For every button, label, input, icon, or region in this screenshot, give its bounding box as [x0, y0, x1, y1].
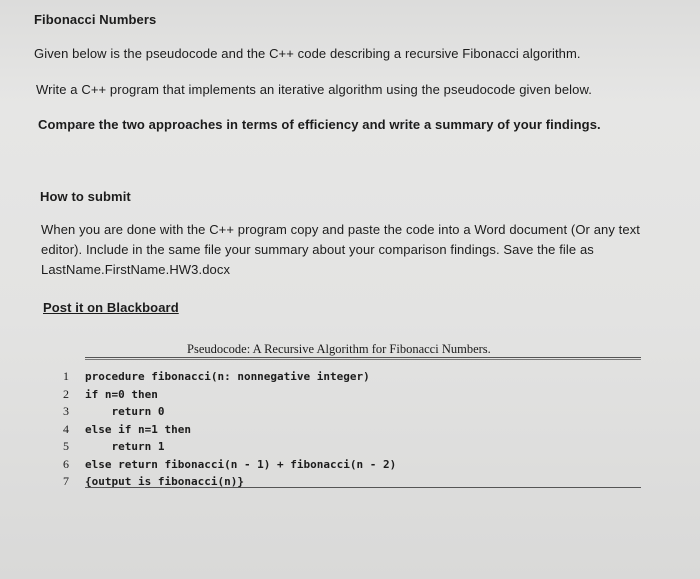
compare-paragraph: Compare the two approaches in terms of efficiency and write a summary of your findings.	[38, 117, 601, 132]
code-line	[63, 421, 396, 439]
task-paragraph: Write a C++ program that implements an iterative algorithm using the pseudocode given below.	[36, 82, 592, 97]
how-to-submit-body: When you are done with the C++ program copy and paste the code into a Word document (Or any text editor). Include in the same file your summary about your comparison findings. Save the file as LastName.FirstName.HW3.docx	[41, 222, 641, 277]
pseudocode-top-rule	[85, 357, 641, 358]
pseudocode-caption: Pseudocode: A Recursive Algorithm for Fibonacci Numbers.	[187, 342, 491, 356]
code-text: return 0	[85, 405, 165, 418]
code-line	[63, 386, 396, 404]
code-line	[63, 368, 396, 386]
line-number: 6	[63, 456, 69, 471]
code-line	[63, 403, 396, 421]
pseudocode-caption-rule	[85, 359, 641, 360]
line-number: 2	[63, 386, 69, 401]
line-number: 4	[63, 421, 69, 436]
code-text: return 1	[85, 440, 165, 453]
line-number: 1	[63, 369, 69, 383]
code-text: {output is fibonacci(n)}	[85, 475, 244, 488]
line-number: 7	[63, 474, 69, 488]
page-title: Fibonacci Numbers	[34, 12, 157, 27]
pseudocode-lines	[63, 368, 396, 491]
code-text: else if n=1 then	[85, 422, 191, 436]
how-to-submit-heading: How to submit	[40, 189, 131, 204]
line-number: 5	[63, 439, 69, 453]
code-line	[63, 456, 396, 474]
code-line	[63, 438, 396, 456]
line-number: 3	[63, 404, 69, 418]
code-text: if n=0 then	[85, 387, 158, 401]
pseudocode-bottom-rule	[85, 487, 641, 488]
intro-paragraph: Given below is the pseudocode and the C++ code describing a recursive Fibonacci algorithm.	[34, 46, 581, 61]
code-text: else return fibonacci(n - 1) + fibonacci(n - 2)	[85, 457, 397, 471]
code-text: procedure fibonacci(n: nonnegative integer)	[85, 370, 370, 383]
post-on-blackboard-link[interactable]: Post it on Blackboard	[43, 300, 179, 315]
